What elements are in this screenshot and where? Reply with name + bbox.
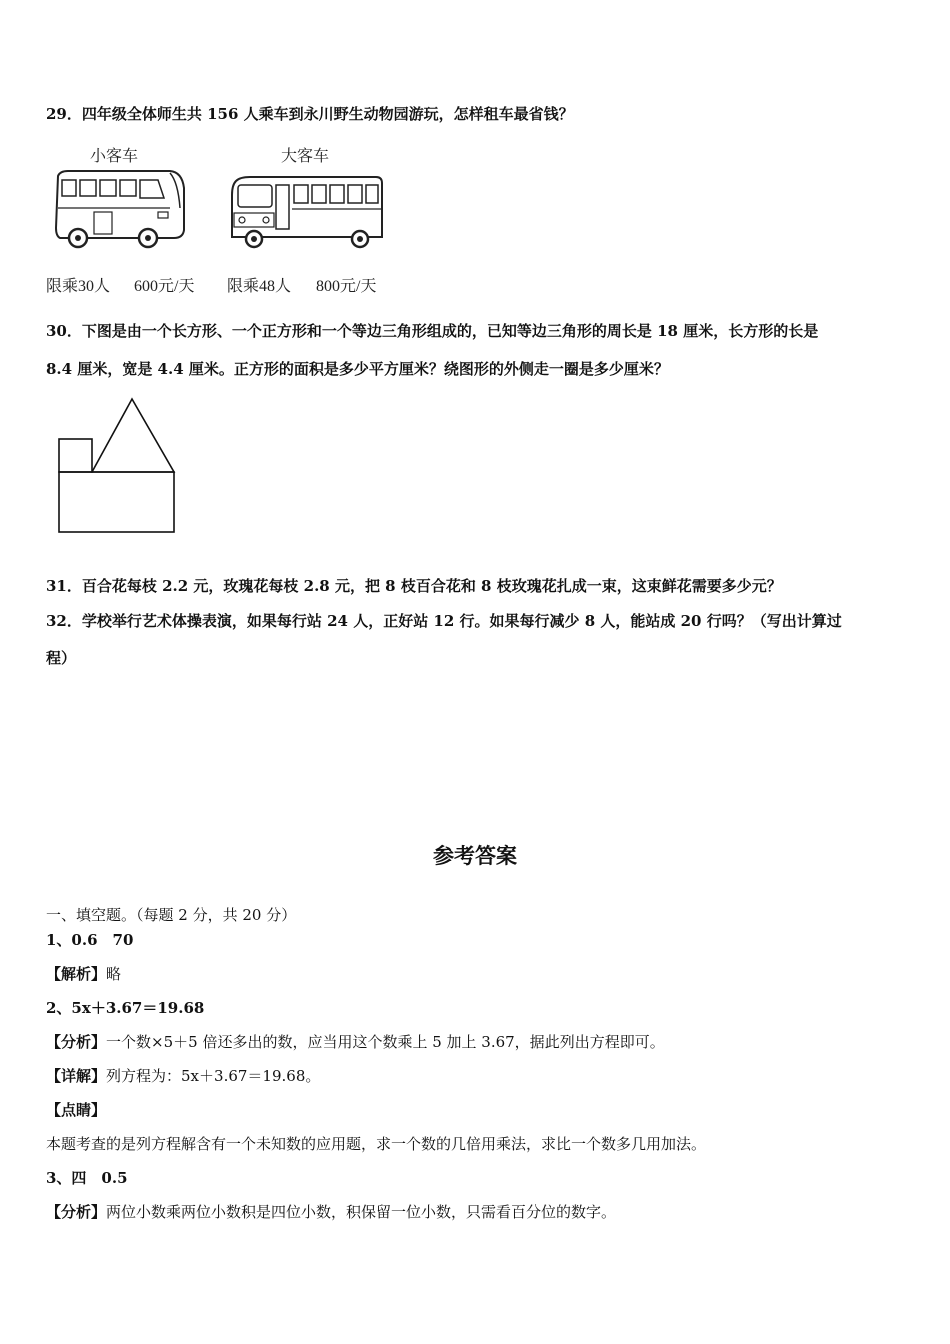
question-32-line2: 程）: [46, 649, 77, 667]
small-bus-label: 小客车: [90, 146, 139, 165]
answer-title: 参考答案: [433, 843, 517, 868]
answer-2-detail: [46, 1065, 320, 1086]
small-bus-price: 600元/天: [134, 278, 195, 295]
answer-1: 1、0.6 70: [46, 931, 134, 949]
large-bus-limit: 限乘48人: [227, 278, 292, 295]
answer-2-analysis-text: 一个数×5＋5 倍还多出的数，应当用这个数乘上 5 加上 3.67，据此列出方程即可。: [106, 1033, 665, 1051]
question-30-line2: 8.4 厘米，宽是 4.4 厘米。正方形的面积是多少平方厘米？绕图形的外侧走一圈是多少厘米？: [46, 360, 669, 378]
question-32-line1: 32．学校举行艺术体操表演，如果每行站 24 人，正好站 12 行。如果每行减少 8 人，能站成 20 行吗？（写出计算过: [46, 612, 842, 630]
answer-1-explanation: [46, 963, 121, 984]
answer-1-text: 略: [106, 965, 122, 983]
small-bus-limit: 限乘30人: [46, 278, 111, 295]
answer-2-tip-tag: 【点睛】: [46, 1101, 107, 1119]
answer-3-analysis-tag: 【分析】: [46, 1203, 107, 1221]
answer-section-1: 一、填空题。（每题 2 分，共 20 分）: [46, 906, 297, 924]
large-bus-image: [226, 175, 386, 255]
answer-2-detail-text: 列方程为：5x＋3.67＝19.68。: [106, 1067, 321, 1085]
answer-3-analysis: [46, 1201, 616, 1222]
composite-shape-figure: [55, 396, 181, 538]
question-29: 29．四年级全体师生共 156 人乘车到永川野生动物园游玩，怎样租车最省钱？: [46, 105, 574, 123]
answer-3-analysis-text: 两位小数乘两位小数积是四位小数，积保留一位小数，只需看百分位的数字。: [106, 1203, 617, 1221]
question-31: 31．百合花每枝 2.2 元，玫瑰花每枝 2.8 元，把 8 枝百合花和 8 枝玫瑰花扎成一束，这束鲜花需要多少元？: [46, 577, 782, 595]
answer-3: 3、四 0.5: [46, 1169, 128, 1187]
question-30-line1: 30．下图是由一个长方形、一个正方形和一个等边三角形组成的，已知等边三角形的周长是 18 厘米，长方形的长是: [46, 322, 819, 340]
answer-2-tip: 本题考查的是列方程解含有一个未知数的应用题，求一个数的几倍用乘法，求比一个数多几用加法。: [46, 1135, 707, 1153]
answer-1-tag: 【解析】: [46, 965, 107, 983]
answer-2-analysis: [46, 1031, 665, 1052]
large-bus-price: 800元/天: [316, 278, 377, 295]
answer-2: 2、5x＋3.67＝19.68: [46, 999, 205, 1017]
small-bus-image: [52, 168, 188, 252]
answer-2-detail-tag: 【详解】: [46, 1067, 107, 1085]
large-bus-label: 大客车: [281, 146, 330, 165]
answer-2-analysis-tag: 【分析】: [46, 1033, 107, 1051]
